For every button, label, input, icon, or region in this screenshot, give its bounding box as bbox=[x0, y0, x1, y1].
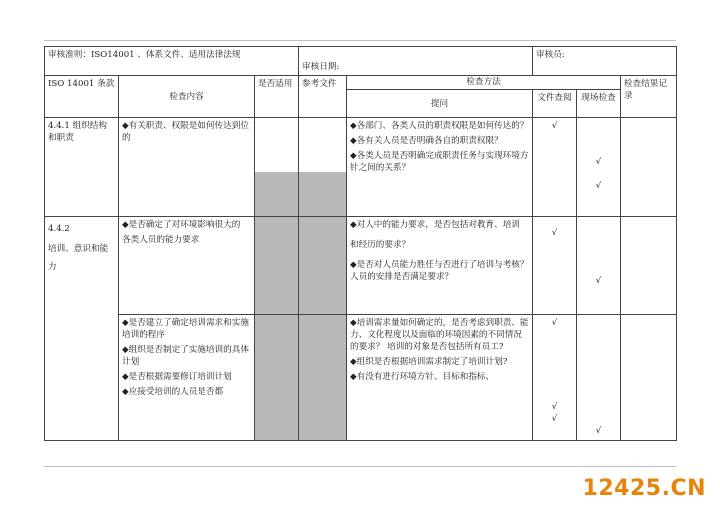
content-cell bbox=[119, 118, 255, 217]
content-item: ◆是否根据需要修订培训计划 bbox=[122, 372, 232, 382]
table-row-441 bbox=[45, 118, 677, 217]
checkmark: √ bbox=[595, 157, 602, 167]
content-item: ◆应接受培训的人员是否都 bbox=[122, 387, 224, 397]
audit-criteria: 审核准则：ISO14001 、体系文件、适用法律法规 bbox=[45, 47, 299, 76]
content-item: 各类人员的能力要求 bbox=[122, 235, 200, 245]
applicable-cell[interactable] bbox=[255, 315, 299, 441]
checkmark: √ bbox=[595, 426, 602, 436]
result-cell[interactable] bbox=[621, 315, 677, 441]
top-rule bbox=[44, 40, 676, 41]
reference-cell[interactable] bbox=[299, 217, 347, 315]
content-item: ◆是否建立了确定培训需求和实施培训的程序 bbox=[122, 318, 249, 340]
col-clause: ISO 14001 条款 bbox=[45, 76, 119, 118]
checkmark: √ bbox=[595, 276, 602, 286]
checkmark: √ bbox=[551, 402, 558, 412]
question-item: ◆培训需求量如何确定的，是否考虑到职责、能力、文化程度以及面临的环境因素的不同情况的要求？ 培训的对象是否包括所有员工? bbox=[350, 318, 529, 352]
question-item: ◆各部门、各类人员的职责权限是如何传达的？ bbox=[350, 121, 529, 131]
question-cell bbox=[347, 118, 533, 217]
checkmark: √ bbox=[551, 121, 558, 131]
site-watermark: 12425.CN bbox=[582, 476, 706, 501]
col-method: 检查方法 bbox=[347, 76, 621, 90]
clause-cell: 4.4.1 组织结构和职责 bbox=[45, 118, 119, 217]
question-item: 和经历的要求？ bbox=[350, 240, 411, 250]
col-reference: 参考文件 bbox=[299, 76, 347, 118]
table-row-442b bbox=[45, 315, 677, 441]
header-row-columns bbox=[45, 76, 677, 90]
clause-cell bbox=[45, 217, 119, 441]
header-row-criteria bbox=[45, 47, 677, 76]
clause-title-cont: 力 bbox=[48, 262, 57, 272]
col-applicable: 是否适用 bbox=[255, 76, 299, 118]
question-item: ◆组织是否根据培训需求制定了培训计划? bbox=[350, 357, 508, 367]
question-item: ◆对人中的能力要求，是否包括对教育、培训 bbox=[350, 220, 520, 230]
question-cell bbox=[347, 315, 533, 441]
checkmark: √ bbox=[551, 414, 558, 424]
result-cell[interactable] bbox=[621, 118, 677, 217]
applicable-cell[interactable] bbox=[255, 118, 299, 217]
site-check-cell[interactable] bbox=[577, 217, 621, 315]
checkmark: √ bbox=[551, 228, 558, 238]
table-row-442 bbox=[45, 217, 677, 315]
shaded-area bbox=[255, 172, 298, 216]
shaded-area bbox=[299, 172, 346, 216]
question-item: ◆各有关人员是否明确各自的职责权限？ bbox=[350, 136, 503, 146]
applicable-cell[interactable] bbox=[255, 217, 299, 315]
checkmark: √ bbox=[595, 181, 602, 191]
clause-title: 培训、意识和能 bbox=[48, 244, 109, 254]
doc-check-cell[interactable] bbox=[533, 118, 577, 217]
question-cell bbox=[347, 217, 533, 315]
audit-checklist-table bbox=[44, 46, 677, 441]
doc-check-cell[interactable] bbox=[533, 315, 577, 441]
col-content: 检查内容 bbox=[119, 76, 255, 118]
content-cell bbox=[119, 217, 255, 315]
col-site-check: 现场检查 bbox=[577, 90, 621, 118]
doc-check-cell[interactable] bbox=[533, 217, 577, 315]
bottom-rule bbox=[44, 466, 676, 467]
result-cell[interactable] bbox=[621, 217, 677, 315]
content-item: ◆有关职责、权限是如何传达到位的 bbox=[122, 121, 249, 143]
site-check-cell[interactable] bbox=[577, 315, 621, 441]
question-item: ◆各类人员是否明确完成职责任务与实现环境方针之间的关系？ bbox=[350, 151, 529, 173]
clause-number: 4.4.2 bbox=[48, 224, 70, 234]
content-cell bbox=[119, 315, 255, 441]
audit-date-label: 审核日期: bbox=[299, 47, 533, 76]
col-result: 检查结果记录 bbox=[621, 76, 677, 118]
col-question: 提问 bbox=[347, 90, 533, 118]
auditor-label: 审核员: bbox=[533, 47, 677, 76]
content-item: ◆是否确定了对环境影响很大的 bbox=[122, 220, 241, 230]
reference-cell[interactable] bbox=[299, 118, 347, 217]
site-check-cell[interactable] bbox=[577, 118, 621, 217]
col-doc-check: 文件查阅 bbox=[533, 90, 577, 118]
reference-cell[interactable] bbox=[299, 315, 347, 441]
content-item: ◆组织是否制定了实施培训的具体计划 bbox=[122, 345, 249, 367]
question-item: ◆是否对人员能力胜任与否进行了培训与考核？人员的安排是否满足要求？ bbox=[350, 260, 529, 282]
checkmark: √ bbox=[551, 318, 558, 328]
question-item: ◆有没有进行环境方针、目标和指标、 bbox=[350, 372, 495, 382]
